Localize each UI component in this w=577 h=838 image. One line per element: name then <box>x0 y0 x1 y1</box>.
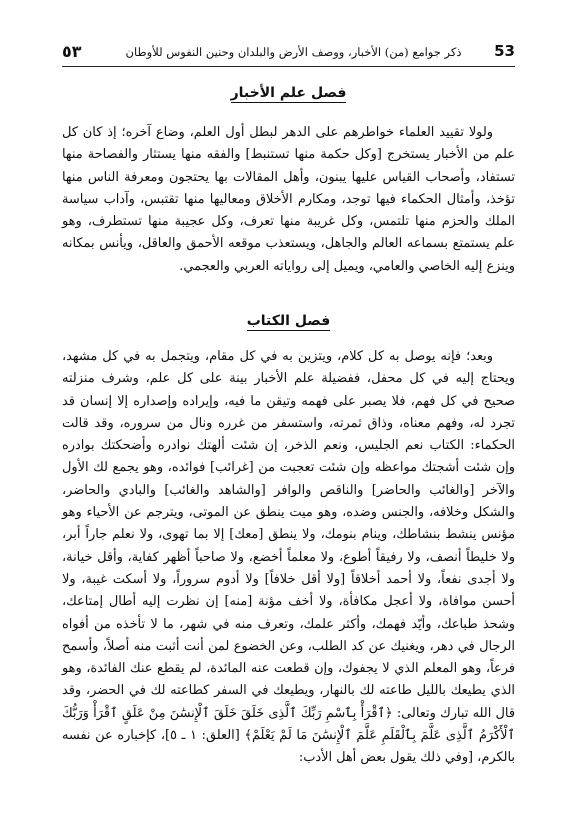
section-heading-the-book <box>62 313 515 329</box>
page-number-arabic: ٥٣ <box>62 42 82 61</box>
page-number-latin: 53 <box>494 42 515 60</box>
section-body-news-science <box>62 122 515 278</box>
running-header-title: ذكر جوامع (من) الأخبار، ووصف الأرض والبلدان وحنين النفوس للأوطان <box>125 45 462 59</box>
section-body-the-book <box>62 346 515 770</box>
section-heading-news-science <box>62 85 515 101</box>
running-header <box>62 40 515 67</box>
section-heading-text: فصل الكتاب <box>246 313 331 329</box>
section-heading-text: فصل علم الأخبار <box>230 85 347 101</box>
paragraph: ولولا تقييد العلماء خواطرهم على الدهر لبطل أول العلم، وضاع آخره؛ إذ كان كل علم من الأخبار يستخرج [وكل حكمة منها تستنبط] والفقه منها يستثار والفصاحة منها تستفاد، وأصحاب القياس عليها يبنون، وأهل المقالات بها يحتجون ومعرفة الناس منها تؤخذ، وأمثال الحكماء فيها توجد، ومكارم الأخلاق ومعاليها منها تقتبس، وآداب سياسة الملك والحزم منها تلتمس، وكل غريبة منها تعرف، وكل عجيبة منها تستطرف، وهو علم يستمتع بسماعه العالم والجاهل، ويستعذب موقعه الأحمق والعاقل، ويأنس بمكانه وينزع إليه الخاصي والعامي، ويميل إلى رواياته العربي والعجمي. <box>62 125 515 274</box>
paragraph: وبعد؛ فإنه يوصل به كل كلام، ويتزين به في كل مقام، ويتجمل به في كل مشهد، ويحتاج إليه في كل محفل، ففضيلة علم الأخبار بينة على كل علم، وشرف منزلته صحيح في كل فهم، فلا يصبر على فهمه وتيقن ما فيه، وإيراده وإصداره إلا إنسان قد تجرد له، وفهم معناه، وذاق ثمرته، واستسفر من غرره ونال من سروره، وقد قالت الحكماء: الكتاب نعم الجليس، ونعم الذخر، إن شئت ألهتك نوادره وأضحكتك بوادره وإن شئت أشجتك مواعظه وإن شئت تعجبت من [غرائب] فوائده، وهو يجمع لك الأول والآخر [والغائب والحاضر] والناقص والوافر [والشاهد والغائب] والبادي والحاضر، والشكل وخلافه، والجنس وضده، وهو ميت ينطق عن الموتى، ويترجم عن الأحياء وهو مؤنس ينشط بنشاطك، وينام بنومك، ولا ينطق [معك] إلا بما تهوى، ولا نعلم جاراً أبر، ولا خليطاً أنصف، ولا رفيقاً أطوع، ولا معلماً أخضع، ولا صاحباً أظهر كفاية، وأقل خيانة، ولا أجدى نفعاً، ولا أحمد أخلاقاً [ولا أقل خلافاً] ولا أدوم سروراً، ولا أسكت غيبة، ولا أحسن موافاة، ولا أعجل مكافأة، ولا أخف مؤنة [منه] إن نظرت إليه أطال إمتاعك، وشحذ طباعك، وأيّد فهمك، وأكثر علمك، وتعرف منه في شهر، ما لا تأخذه من أفواه الرجال في دهر، ويغنيك عن كد الطلب، وعن الخضوع لمن أنت أثبت منه أصلاً، وأسمح فرعاً، وهو المعلم الذي لا يجفوك، وإن قطعت عنه المائدة، لم يقطع عنك الفائدة، وهو الذي يطيعك بالليل طاعته لك بالنهار، ويطيعك في السفر كطاعته لك في الحضر، وقد قال الله تبارك وتعالى: ﴿ٱقْرَأْ بِٱسْمِ رَبِّكَ ٱلَّذِى خَلَقَ خَلَقَ ٱلْإِنسَٰنَ مِنْ عَلَقٍ ٱقْرَأْ وَرَبُّكَ ٱلْأَكْرَمُ ٱلَّذِى عَلَّمَ بِٱلْقَلَمِ عَلَّمَ ٱلْإِنسَٰنَ مَا لَمْ يَعْلَمْ﴾ [العلق: ١ ـ ٥]، كإخباره عن نفسه بالكرم، [وفي ذلك يقول بعض أهل الأدب: <box>62 349 515 766</box>
